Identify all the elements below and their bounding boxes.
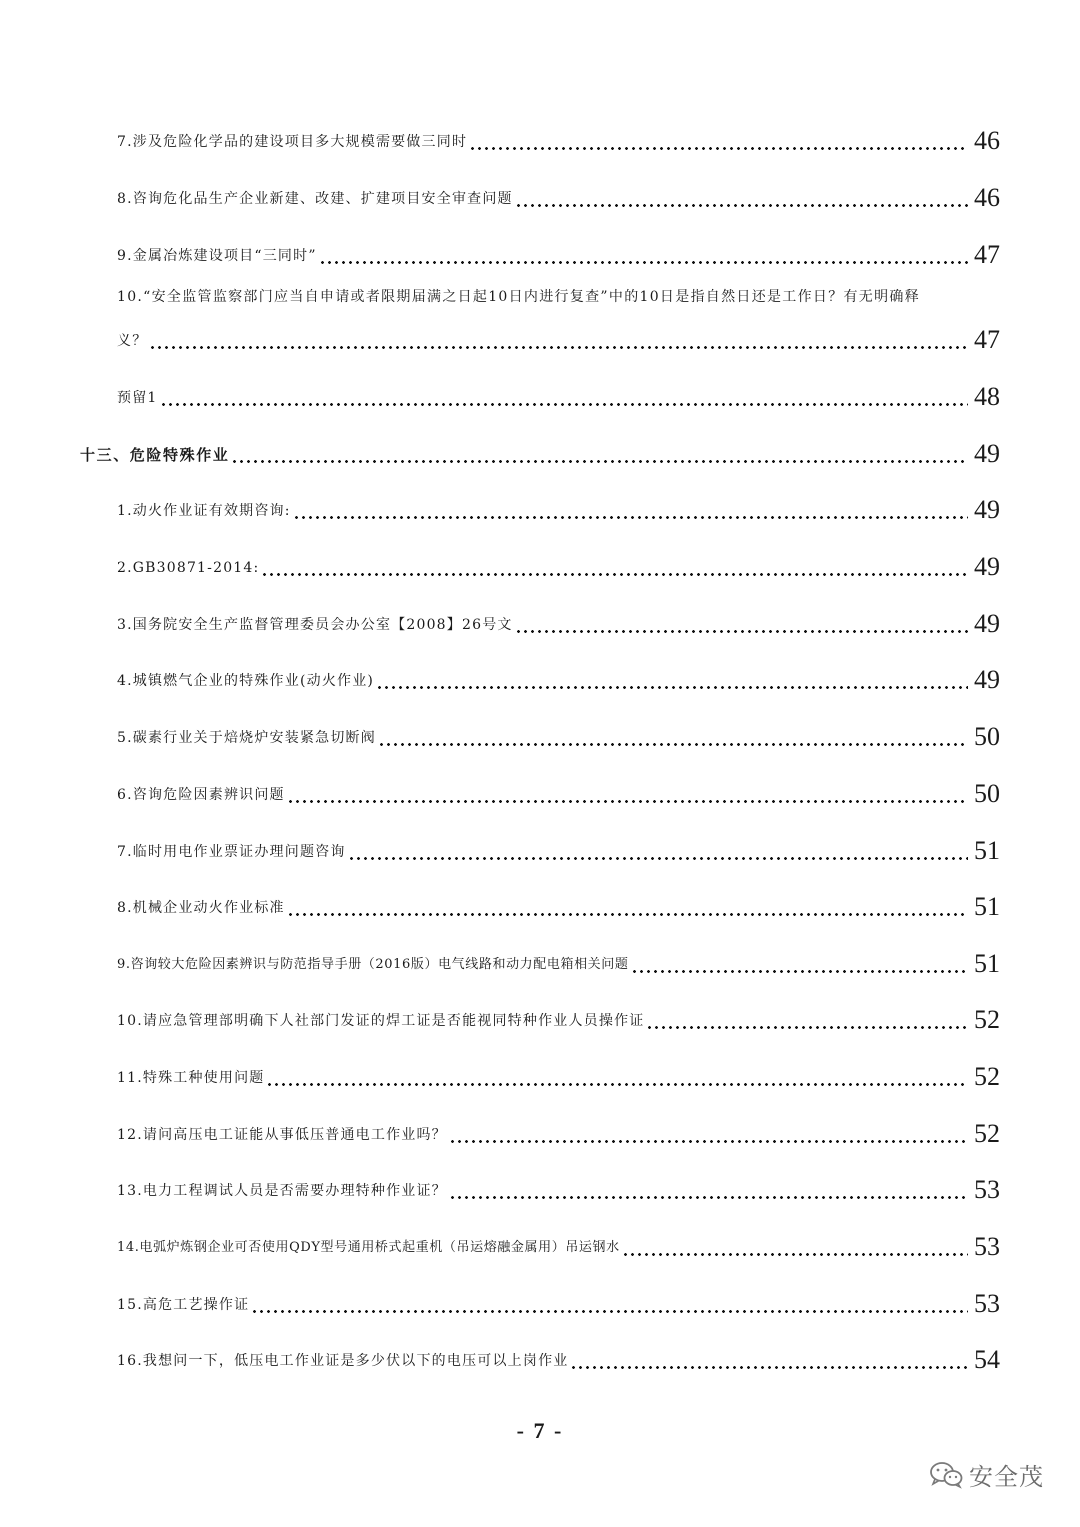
toc-entry[interactable] — [117, 1291, 1000, 1317]
toc-section-heading[interactable] — [80, 441, 1000, 467]
toc-entry-page: 46 — [974, 126, 1000, 155]
dot-leader — [622, 1253, 968, 1256]
toc-entry[interactable] — [117, 667, 1000, 693]
dot-leader — [266, 1083, 968, 1086]
toc-entry[interactable] — [117, 128, 1000, 154]
toc-entry-label: 15.高危工艺操作证 — [117, 1297, 250, 1313]
dot-leader — [515, 204, 968, 207]
toc-entry-label: 7.涉及危险化学品的建设项目多大规模需要做三同时 — [117, 134, 468, 150]
toc-entry[interactable] — [117, 1347, 1000, 1373]
toc-entry[interactable] — [117, 781, 1000, 807]
dot-leader — [149, 346, 968, 349]
toc-entry-page: 51 — [974, 836, 1000, 865]
toc-entry[interactable] — [117, 838, 1000, 864]
toc-entry[interactable] — [117, 1007, 1000, 1033]
toc-entry[interactable] — [117, 1234, 1000, 1260]
toc-entry-first-line[interactable]: 10.“安全监管监察部门应当自申请或者限期届满之日起10日内进行复查”中的10日是指自然日还是工作日？有无明确释 — [117, 289, 921, 305]
toc-entry-page: 49 — [974, 552, 1000, 581]
toc-entry-label: 8.机械企业动火作业标准 — [117, 900, 285, 916]
toc-entry-page: 53 — [974, 1289, 1000, 1318]
dot-leader — [160, 403, 968, 406]
dot-leader — [515, 630, 968, 633]
toc-entry[interactable] — [117, 554, 1000, 580]
dot-leader — [287, 800, 968, 803]
toc-entry-label: 9.咨询较大危险因素辨识与防范指导手册（2016版）电气线路和动力配电箱相关问题 — [117, 957, 629, 972]
toc-entry-label: 5.碳素行业关于焙烧炉安装紧急切断阀 — [117, 730, 376, 746]
toc-entry-page: 47 — [974, 325, 1000, 354]
toc-entry-label: 7.临时用电作业票证办理问题咨询 — [117, 844, 346, 860]
toc-entry[interactable] — [117, 894, 1000, 920]
toc-entry-page: 49 — [974, 665, 1000, 694]
toc-entry-label: 十三、危险特殊作业 — [80, 446, 230, 464]
dot-leader — [469, 147, 968, 150]
toc-entry-page: 49 — [974, 609, 1000, 638]
toc-entry-label: 6.咨询危险因素辨识问题 — [117, 787, 285, 803]
toc-entry[interactable] — [117, 1177, 1000, 1203]
toc-entry[interactable] — [117, 1064, 1000, 1090]
toc-entry[interactable] — [117, 384, 1000, 410]
dot-leader — [261, 573, 968, 576]
dot-leader — [348, 857, 968, 860]
toc-entry-label: 13.电力工程调试人员是否需要办理特种作业证？ — [117, 1183, 447, 1199]
toc-entry-page: 54 — [974, 1345, 1000, 1374]
toc-entry-page: 50 — [974, 779, 1000, 808]
toc-entry-page: 52 — [974, 1119, 1000, 1148]
toc-entry[interactable] — [117, 497, 1000, 523]
toc-entry-page: 52 — [974, 1005, 1000, 1034]
toc-entry-page: 53 — [974, 1175, 1000, 1204]
toc-entry-page: 51 — [974, 892, 1000, 921]
toc-entry-page: 49 — [974, 439, 1000, 468]
dot-leader — [646, 1026, 968, 1029]
dot-leader — [319, 261, 968, 264]
toc-entry[interactable] — [117, 242, 1000, 268]
dot-leader — [449, 1140, 968, 1143]
dot-leader — [378, 743, 968, 746]
toc-entry-label: 1.动火作业证有效期咨询: — [117, 503, 291, 519]
wechat-logo-icon — [929, 1461, 963, 1489]
toc-entry-label: 9.金属冶炼建设项目“三同时” — [117, 248, 317, 264]
dot-leader — [231, 460, 968, 463]
toc-entry-label: 3.国务院安全生产监督管理委员会办公室【2008】26号文 — [117, 617, 513, 633]
dot-leader — [376, 686, 968, 689]
toc-entry-page: 50 — [974, 722, 1000, 751]
toc-entry-label: 10.请应急管理部明确下人社部门发证的焊工证是否能视同特种作业人员操作证 — [117, 1013, 645, 1029]
toc-entry-label: 12.请问高压电工证能从事低压普通电工作业吗？ — [117, 1127, 447, 1143]
toc-entry-label: 义？ — [117, 333, 148, 349]
toc-entry-page: 49 — [974, 495, 1000, 524]
toc-entry-page: 48 — [974, 382, 1000, 411]
toc-entry-page: 47 — [974, 240, 1000, 269]
toc-entry-label: 4.城镇燃气企业的特殊作业(动火作业) — [117, 673, 375, 689]
toc-entry[interactable] — [117, 327, 1000, 353]
dot-leader — [570, 1366, 968, 1369]
page-number: - 7 - — [516, 1418, 564, 1443]
toc-entry[interactable] — [117, 951, 1000, 977]
watermark — [929, 1457, 1044, 1492]
dot-leader — [631, 970, 969, 973]
toc-entry[interactable] — [117, 724, 1000, 750]
toc-entry-page: 51 — [974, 949, 1000, 978]
toc-entry[interactable] — [117, 1121, 1000, 1147]
toc-entry-label: 11.特殊工种使用问题 — [117, 1070, 265, 1086]
toc-entry-page: 53 — [974, 1232, 1000, 1261]
toc-entry-label: 预留1 — [117, 390, 158, 406]
toc-entry[interactable] — [117, 611, 1000, 637]
toc-entry[interactable] — [117, 185, 1000, 211]
dot-leader — [449, 1196, 968, 1199]
toc-entry-page: 46 — [974, 183, 1000, 212]
watermark-text: 安全茂 — [969, 1463, 1044, 1491]
toc-entry-label: 2.GB30871-2014: — [117, 560, 260, 576]
toc-entry-label: 8.咨询危化品生产企业新建、改建、扩建项目安全审查问题 — [117, 191, 513, 207]
toc-entry-label: 16.我想问一下，低压电工作业证是多少伏以下的电压可以上岗作业 — [117, 1353, 569, 1369]
dot-leader — [293, 516, 968, 519]
toc-entry-page: 52 — [974, 1062, 1000, 1091]
toc-entry-label: 14.电弧炉炼钢企业可否使用QDY型号通用桥式起重机（吊运熔融金属用）吊运钢水 — [117, 1240, 620, 1255]
dot-leader — [287, 913, 968, 916]
dot-leader — [251, 1310, 968, 1313]
